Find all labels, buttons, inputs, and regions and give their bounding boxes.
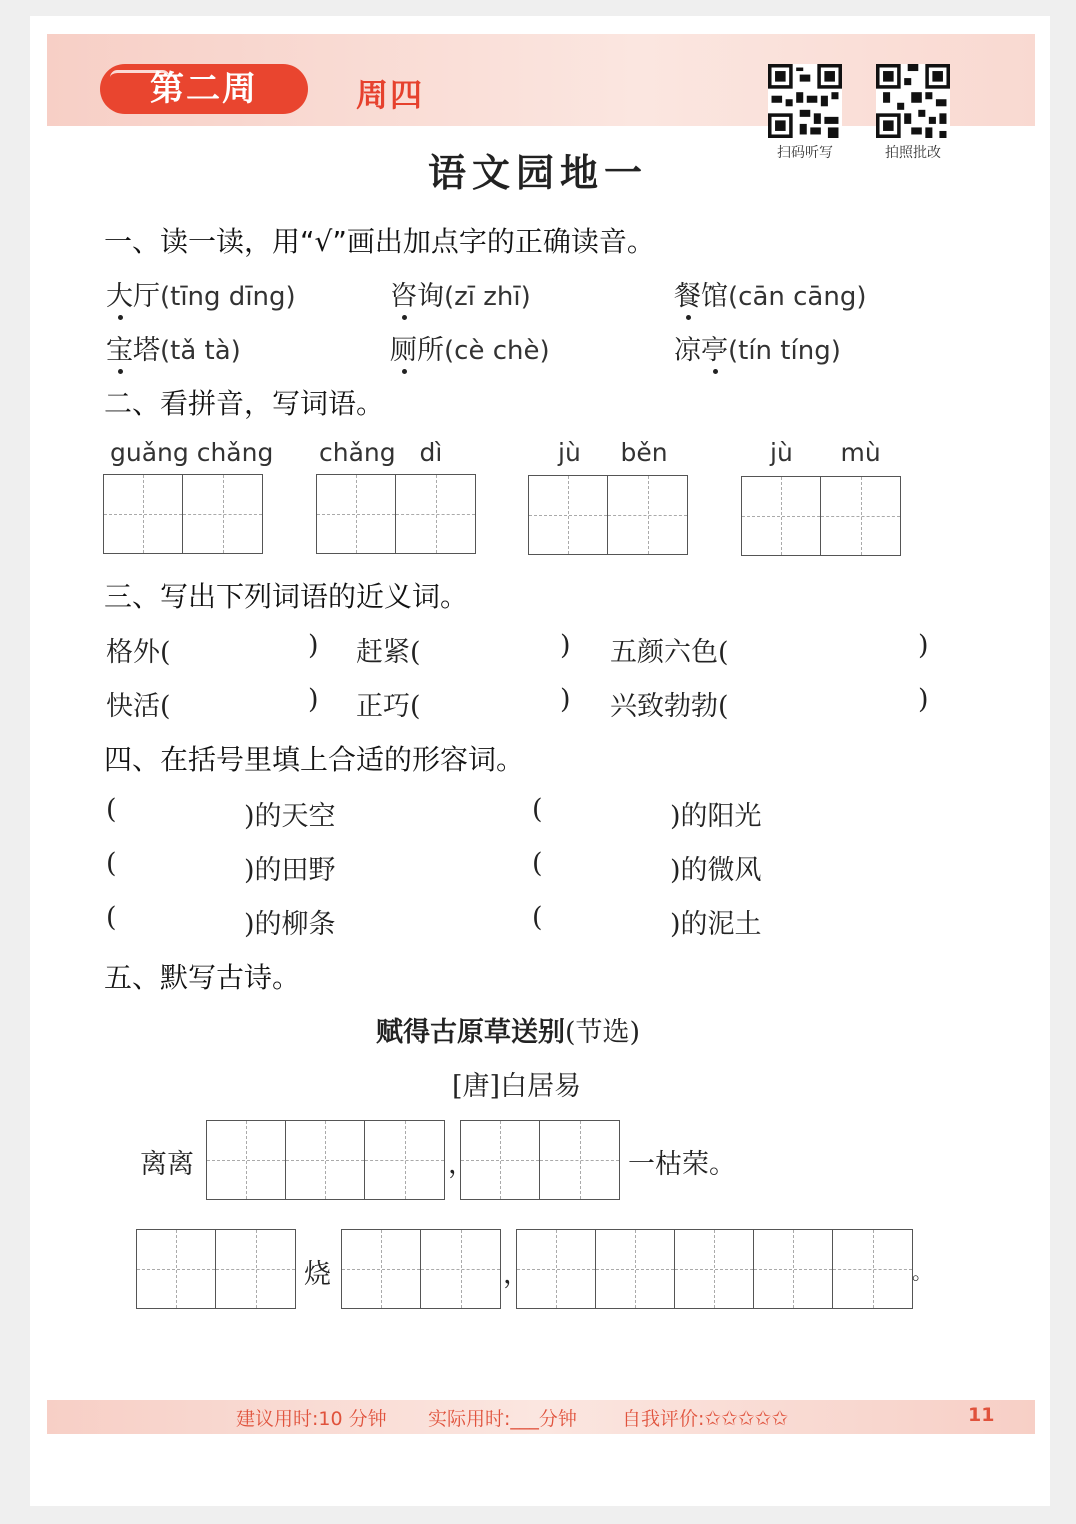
synonym-answer-close[interactable]: )	[560, 630, 571, 661]
writing-grid[interactable]	[103, 474, 263, 554]
pinyin-prompt: chǎng dì	[319, 438, 443, 467]
reading-item: 凉亭(tín tíng)	[674, 335, 841, 366]
synonym-word: 兴致勃勃(	[610, 691, 729, 722]
adjective-open-paren[interactable]: (	[532, 794, 543, 825]
qr-grading-label: 拍照批改	[885, 145, 941, 161]
adjective-open-paren[interactable]: (	[106, 902, 117, 933]
writing-grid[interactable]	[316, 474, 476, 554]
poem-grid[interactable]	[136, 1229, 296, 1309]
rating-stars-icon[interactable]: ✩✩✩✩✩	[704, 1406, 789, 1430]
adjective-open-paren[interactable]: (	[532, 902, 543, 933]
writing-grid[interactable]	[741, 476, 901, 556]
qr-code-dictation[interactable]	[768, 64, 842, 138]
section-2-heading: 二、看拼音，写词语。	[104, 387, 385, 420]
page-title: 语文园地一	[427, 150, 648, 195]
day-label: 周四	[356, 76, 425, 114]
reading-item: 厕所(cè chè)	[390, 335, 550, 366]
synonym-answer-close[interactable]: )	[918, 630, 929, 661]
self-evaluation: 自我评价:✩✩✩✩✩	[622, 1406, 789, 1430]
reading-item: 大厅(tīng dīng)	[106, 281, 296, 312]
section-1-heading: 一、读一读，用“√”画出加点字的正确读音。	[104, 225, 655, 258]
comma: ，	[503, 1259, 530, 1290]
adjective-open-paren[interactable]: (	[106, 848, 117, 879]
synonym-answer-close[interactable]: )	[308, 684, 319, 715]
poem-grid[interactable]	[206, 1120, 445, 1200]
actual-time: 实际用时:___分钟	[428, 1408, 577, 1430]
section-5-heading: 五、默写古诗。	[104, 961, 301, 994]
synonym-answer-close[interactable]: )	[308, 630, 319, 661]
poem-grid[interactable]	[460, 1120, 620, 1200]
poem-title: 赋得古原草送别(节选)	[376, 1017, 641, 1048]
poem-line1-start: 离离	[140, 1149, 194, 1180]
qr-code-icon	[768, 64, 842, 138]
section-4-heading: 四、在括号里填上合适的形容词。	[104, 743, 525, 776]
adjective-phrase: )的阳光	[670, 801, 762, 832]
poem-grid[interactable]	[341, 1229, 501, 1309]
adjective-phrase: )的天空	[244, 801, 336, 832]
synonym-word: 格外(	[106, 637, 171, 668]
qr-code-icon	[876, 64, 950, 138]
reading-item: 咨询(zī zhī)	[390, 281, 531, 312]
synonym-answer-close[interactable]: )	[560, 684, 571, 715]
adjective-phrase: )的田野	[244, 855, 336, 886]
section-3-heading: 三、写出下列词语的近义词。	[104, 580, 469, 613]
qr-code-grading[interactable]	[876, 64, 950, 138]
synonym-word: 赶紧(	[356, 637, 421, 668]
pinyin-prompt: jù běn	[558, 438, 668, 467]
poem-line2-char: 烧	[304, 1259, 331, 1290]
pinyin-prompt: jù mù	[770, 438, 881, 467]
adjective-phrase: )的泥土	[670, 909, 762, 940]
synonym-word: 快活(	[106, 691, 171, 722]
qr-dictation-label: 扫码听写	[777, 145, 833, 161]
suggested-time: 建议用时:10 分钟	[236, 1408, 387, 1430]
adjective-phrase: )的微风	[670, 855, 762, 886]
page-number: 11	[968, 1404, 995, 1426]
reading-item: 餐馆(cān cāng)	[674, 281, 867, 312]
adjective-phrase: )的柳条	[244, 909, 336, 940]
pinyin-prompt: guǎng chǎng	[110, 438, 274, 467]
comma: ，	[448, 1149, 475, 1180]
adjective-open-paren[interactable]: (	[106, 794, 117, 825]
synonym-word: 正巧(	[356, 691, 421, 722]
writing-grid[interactable]	[528, 475, 688, 555]
poem-author: [唐]白居易	[452, 1071, 582, 1102]
poem-grid[interactable]	[516, 1229, 913, 1309]
adjective-open-paren[interactable]: (	[532, 848, 543, 879]
synonym-answer-close[interactable]: )	[918, 684, 929, 715]
week-badge: 第二周	[100, 64, 308, 114]
synonym-word: 五颜六色(	[610, 637, 729, 668]
reading-item: 宝塔(tǎ tà)	[106, 335, 241, 366]
period: 。	[912, 1260, 932, 1284]
poem-line1-end: 一枯荣。	[628, 1149, 736, 1180]
